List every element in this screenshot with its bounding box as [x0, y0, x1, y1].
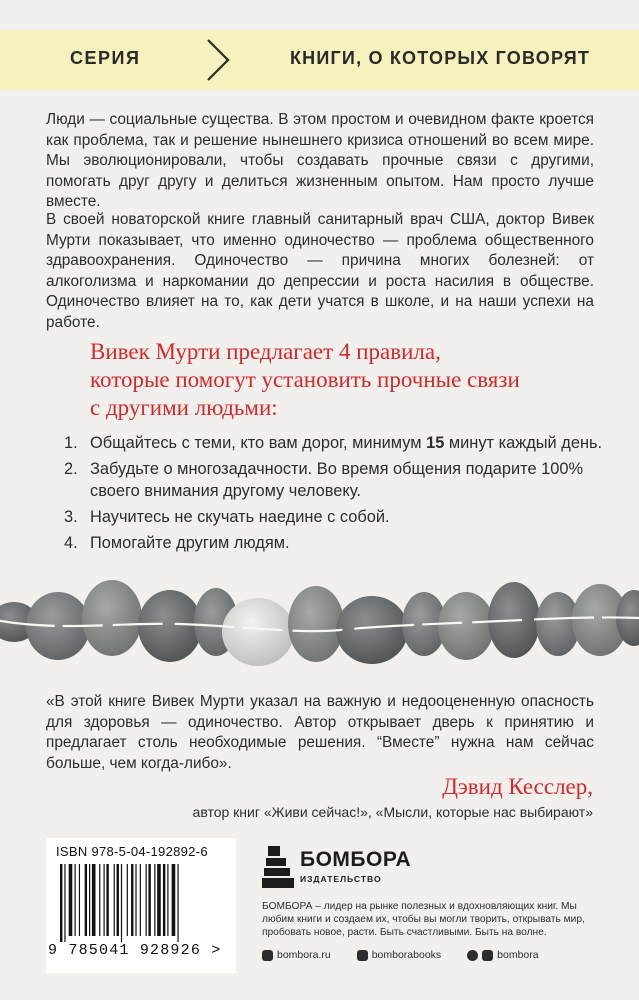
quote-author: Дэвид Кесслер,: [442, 774, 593, 799]
rules-heading: [90, 338, 610, 422]
social-label: bombora.ru: [277, 949, 331, 961]
barcode-bar: [127, 864, 128, 936]
stone: [82, 580, 142, 656]
social-links: [262, 946, 602, 964]
rule-item: [64, 506, 604, 528]
publisher-name: БОМБОРА: [300, 848, 412, 871]
rule-text-after: минут каждый день.: [444, 434, 603, 452]
barcode-bar: [69, 864, 73, 936]
barcode-bar: [104, 864, 105, 936]
rule-number: 3.: [64, 508, 78, 526]
barcode-bar: [117, 864, 119, 936]
barcode-bar: [89, 864, 90, 936]
series-band: [0, 30, 639, 90]
social-label: bomborabooks: [371, 949, 442, 961]
barcode-bar: [75, 864, 76, 936]
barcode-bar: [163, 864, 165, 936]
series-label: СЕРИЯ: [70, 48, 141, 68]
rules-heading-line-1: Вивек Мурти предлагает 4 правила,: [90, 339, 441, 364]
social-link-dzen-telegram[interactable]: [467, 949, 538, 961]
rules-heading-line-2: которые помогут установить прочные связи: [90, 367, 520, 392]
barcode-bar: [85, 864, 87, 936]
rule-number: 2.: [64, 460, 78, 478]
social-label: bombora: [497, 949, 539, 961]
dzen-icon: [467, 950, 478, 961]
barcode-digits: 9 785041 928926 >: [48, 942, 222, 959]
barcode-bar: [135, 864, 136, 936]
publisher-logo: [262, 844, 432, 894]
barcode-bar: [157, 864, 161, 936]
rule-item: [64, 458, 604, 502]
description-paragraph-2: В своей новаторской книге главный санитарный врач США, доктор Вивек Мурти показывает, что именно одиночество — проблема общественного здравоохранения. Одиночество — причина многих болезней: от алкоголизма и наркомании до депрессии и роста насилия в обществе. Одиночество влияет на то, как дети учатся в школе, и на наши успехи на работе.: [46, 211, 594, 331]
description-paragraph-1: Люди — социальные существа. В этом простом и очевидном факте кроется как проблема, так и решение нынешнего кризиса отношений во всем мире. Мы эволюционировали, чтобы создавать прочные связи с другими, помогать друг другу и делиться жизненным опытом. Нам просто лучше вместе.: [46, 111, 594, 210]
rule-number: 4.: [64, 534, 78, 552]
publisher-sub: ИЗДАТЕЛЬСТВО: [300, 874, 382, 884]
quote-text: «В этой книге Вивек Мурти указал на важную и недооцененную опасность для здоровья — одиночество. Автор открывает дверь к принятию и предлагает столь необходимые решения. “Вместе” нужна нам сейчас больше, чем когда-либо».: [46, 693, 594, 772]
barcode-bar: [131, 864, 133, 936]
barcode-bar: [60, 864, 62, 942]
barcode-bar: [146, 864, 147, 936]
barcode-bar: [140, 864, 141, 936]
stone: [336, 596, 408, 664]
stone: [288, 586, 344, 662]
barcode-bar: [172, 864, 176, 936]
rule-text: Забудьте о многозадачности. Во время общения подарите 100% своего внимания другому человеку.: [90, 460, 584, 500]
barcode-bar: [92, 864, 96, 936]
telegram-icon: [482, 950, 493, 961]
social-link-site[interactable]: [262, 949, 331, 961]
publisher-blurb: БОМБОРА – лидер на рынке полезных и вдохновляющих книг. Мы любим книги и создаем их, чтобы вы могли творить, открывать мир, пробовать новое, расти. Быть счастливыми. Быть на волне.: [262, 901, 585, 938]
rule-item: [64, 432, 604, 454]
stones-illustration: [0, 560, 639, 670]
rule-text: Научитесь не скучать наедине с собой.: [90, 508, 390, 526]
barcode-bar: [167, 864, 168, 936]
stone: [138, 590, 202, 662]
barcode-bar: [148, 864, 150, 936]
rules-heading-line-3: с другими людьми:: [90, 395, 278, 420]
chevron-right-icon: [202, 38, 232, 82]
barcode-bar: [154, 864, 155, 936]
globe-icon: [262, 950, 273, 961]
stone: [222, 598, 294, 666]
rule-text-bold: 15: [426, 434, 445, 452]
barcode-bar: [79, 864, 80, 936]
isbn-number: ISBN 978-5-04-192892-6: [56, 844, 208, 859]
rule-text: [90, 432, 602, 454]
barcode-bar: [121, 864, 122, 942]
rule-number: 1.: [64, 434, 78, 452]
barcode-bar: [177, 864, 178, 942]
vk-icon: [357, 950, 368, 961]
quote-author-credit: автор книг «Живи сейчас!», «Мысли, которые нас выбирают»: [192, 804, 593, 820]
stones-group: [0, 580, 639, 666]
barcode-bar: [106, 864, 108, 936]
barcode-icon: [56, 864, 226, 944]
barcode-box: [46, 838, 236, 973]
rule-item: [64, 532, 604, 554]
bombora-logo-icon: [262, 844, 296, 892]
barcode-bar: [64, 864, 65, 942]
rules-list: [64, 432, 604, 558]
barcode-bar: [114, 864, 115, 936]
barcode-bar: [99, 864, 100, 936]
rule-text: Помогайте другим людям.: [90, 534, 290, 552]
series-name: КНИГИ, О КОТОРЫХ ГОВОРЯТ: [290, 48, 591, 68]
stone: [438, 592, 494, 660]
rule-text-before: Общайтесь с теми, кто вам дорог, минимум: [90, 434, 427, 452]
social-link-vk[interactable]: [357, 949, 441, 961]
